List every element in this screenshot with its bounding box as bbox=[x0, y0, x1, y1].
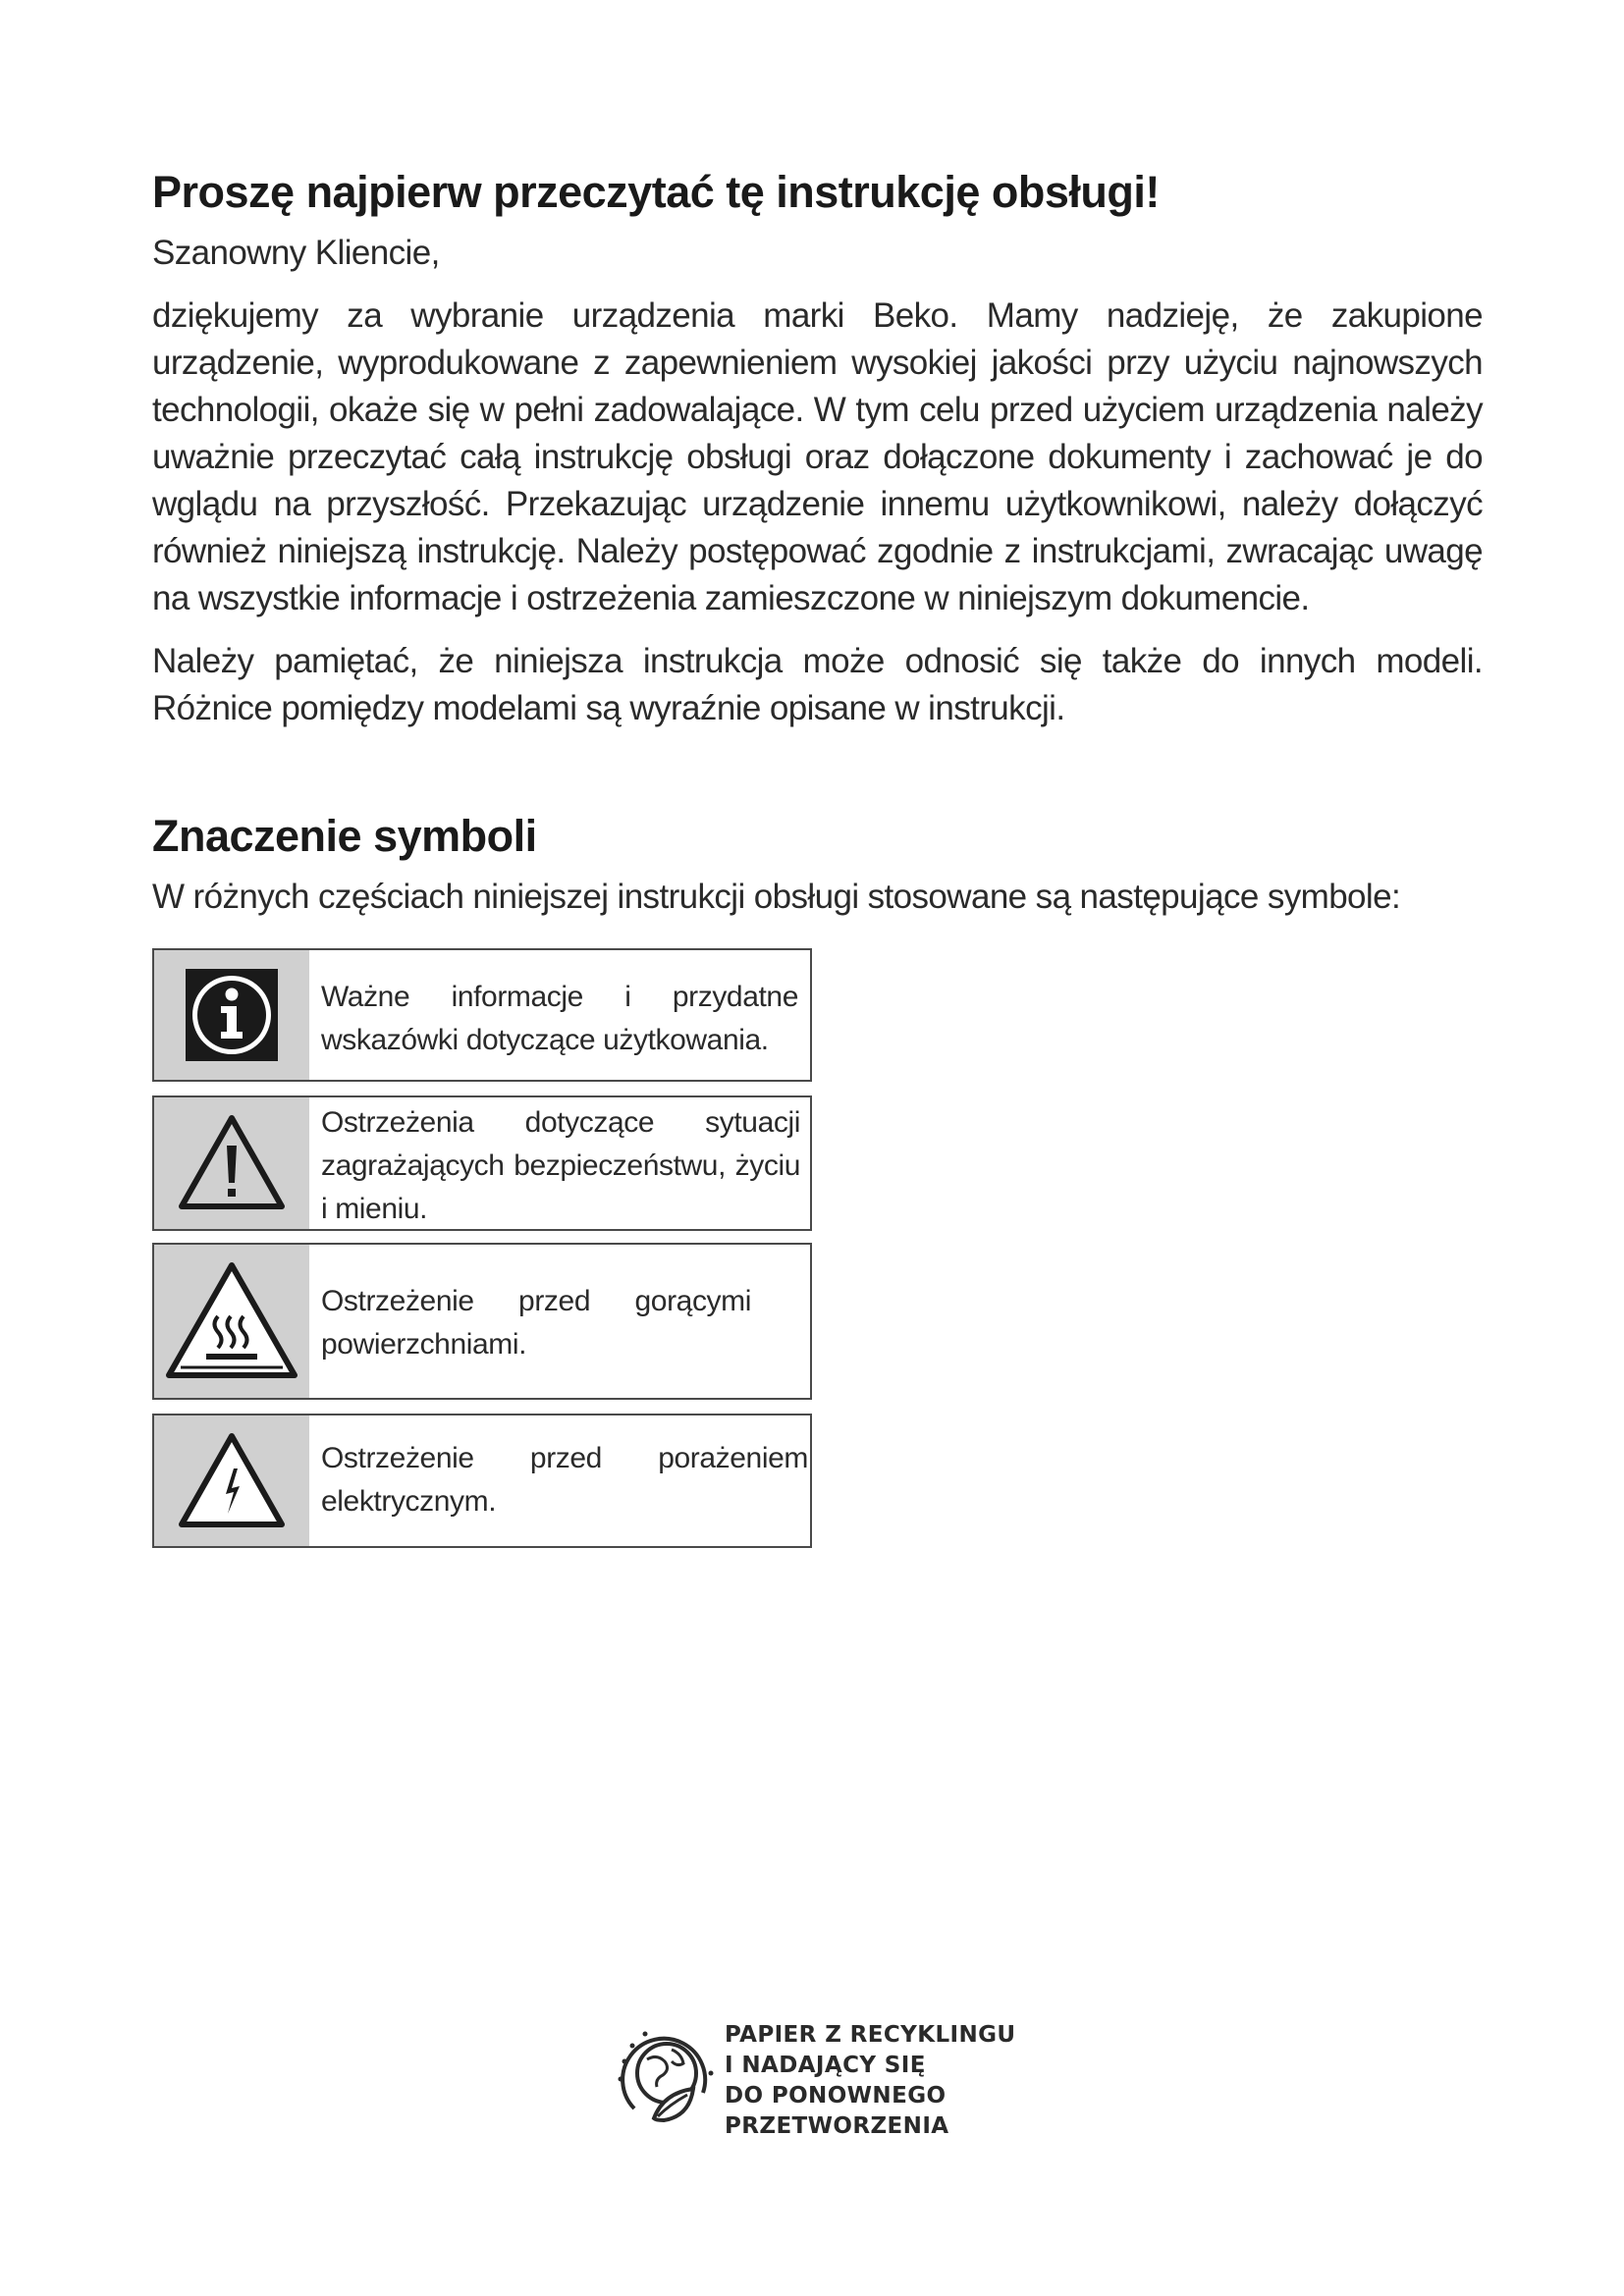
page-title: Proszę najpierw przeczytać tę instrukcję obsługi! bbox=[152, 167, 1160, 217]
recycling-line: DO PONOWNEGO bbox=[725, 2083, 947, 2109]
symbol-row-warning bbox=[152, 1095, 812, 1231]
recycling-line: PAPIER Z RECYKLINGU bbox=[725, 2022, 1016, 2048]
main-content bbox=[152, 165, 1483, 921]
symbol-row-info bbox=[152, 948, 812, 1082]
recycling-line: I NADAJĄCY SIĘ bbox=[725, 2053, 926, 2078]
symbol-description: Ostrzeżenie przed gorącymi powierzchniami. bbox=[321, 1285, 751, 1361]
recycling-line: PRZETWORZENIA bbox=[725, 2113, 949, 2139]
info-icon bbox=[186, 969, 278, 1061]
symbol-icon-cell bbox=[154, 1097, 309, 1229]
models-paragraph: Należy pamiętać, że niniejsza instrukcja może odnosić się także do innych modeli. Różnice pomiędzy modelami są wyraźnie opisane w instrukcji. bbox=[152, 642, 1483, 727]
recycling-text bbox=[725, 2020, 1015, 2142]
symbol-icon-cell bbox=[154, 950, 309, 1080]
recycling-notice bbox=[613, 2020, 1025, 2158]
symbol-description: Ważne informacje i przydatne wskazówki dotyczące użytkowania. bbox=[321, 981, 798, 1056]
symbol-row-hot-surface bbox=[152, 1243, 812, 1400]
symbols-section-intro: W różnych częściach niniejszej instrukcji obsługi stosowane są następujące symbole: bbox=[152, 878, 1401, 916]
symbol-icon-cell bbox=[154, 1415, 309, 1546]
greeting: Szanowny Kliencie, bbox=[152, 234, 440, 272]
recycle-globe-icon bbox=[613, 2022, 721, 2130]
symbol-description: Ostrzeżenie przed porażeniem elektrycznym. bbox=[321, 1442, 808, 1518]
intro-paragraph: dziękujemy za wybranie urządzenia marki Beko. Mamy nadzieję, że zakupione urządzenie, wyprodukowane z zapewnieniem wysokiej jakości przy użyciu najnowszych technologii, okaże się w pełni zadowalające. W tym celu przed użyciem urządzenia należy uważnie przeczytać całą instrukcję obsługi oraz dołączone dokumenty i zachować je do wglądu na przyszłość. Przekazując urządzenie innemu użytkownikowi, należy dołączyć również niniejszą instrukcję. Należy postępować zgodnie z instrukcjami, zwracając uwagę na wszystkie informacje i ostrzeżenia zamieszczone w niniejszym dokumencie. bbox=[152, 296, 1483, 617]
symbol-row-electric-shock bbox=[152, 1414, 812, 1548]
warning-triangle-icon bbox=[178, 1114, 286, 1212]
symbol-icon-cell bbox=[154, 1245, 309, 1398]
symbols-section-title: Znaczenie symboli bbox=[152, 811, 537, 861]
symbol-description: Ostrzeżenia dotyczące sytuacji zagrażających bezpieczeństwu, życiu i mieniu. bbox=[321, 1106, 800, 1225]
electric-shock-icon bbox=[177, 1431, 287, 1531]
hot-surface-icon bbox=[165, 1261, 298, 1381]
